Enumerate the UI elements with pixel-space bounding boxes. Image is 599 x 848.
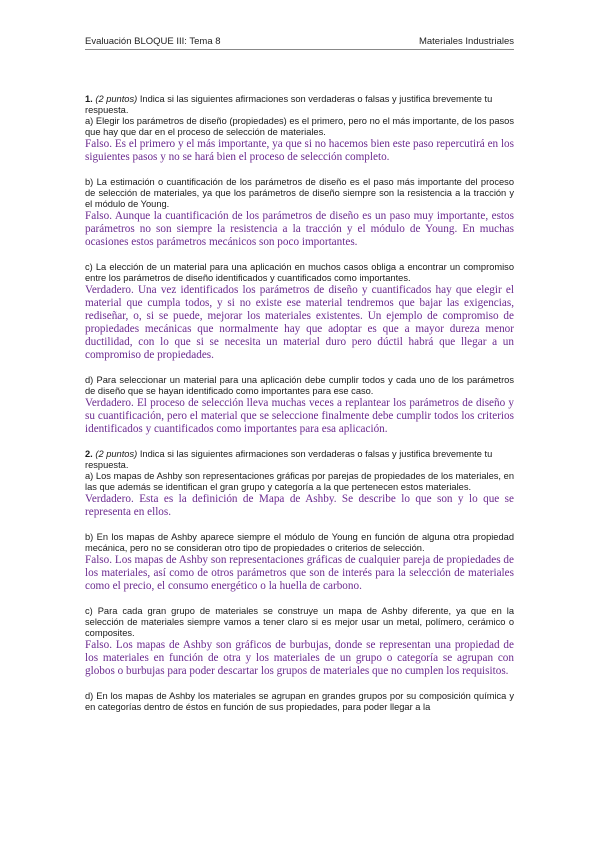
- question-1-instructions: Indica si las siguientes afirmaciones son verdaderas o falsas y justifica brevemente tu respuesta.: [85, 94, 493, 115]
- statement-text: a) Elegir los parámetros de diseño (propiedades) es el primero, pero no el más importante, de los pasos que hay que dar en el proceso de selección de materiales.: [85, 115, 514, 137]
- question-1-points: (2 puntos): [95, 94, 138, 104]
- question-2-item-c: [85, 606, 514, 678]
- statement-text: b) La estimación o cuantificación de los parámetros de diseño es el paso más importante del proceso de selección de materiales, ya que los parámetros de diseño siempre son la resistencia a la tracción y el módulo de Young.: [85, 176, 514, 209]
- answer-text: Falso. Es el primero y el más importante, ya que si no hacemos bien este paso repercutirá en los siguientes pasos y no se hará bien el proceso de selección completo.: [85, 137, 514, 163]
- page-header: [85, 36, 514, 47]
- header-divider: [85, 49, 514, 50]
- question-2-number: 2.: [85, 449, 93, 460]
- question-1-item-a: [85, 116, 514, 164]
- statement-text: d) Para seleccionar un material para una aplicación debe cumplir todos y cada uno de los parámetros de diseño que se hayan identificado como importantes para ese caso.: [85, 375, 514, 397]
- question-1: [85, 94, 514, 436]
- header-left: Evaluación BLOQUE III: Tema 8: [85, 36, 221, 47]
- answer-text: Verdadero. Esta es la definición de Mapa de Ashby. Se describe lo que son y lo que se representa en ellos.: [85, 492, 514, 518]
- question-1-item-c: [85, 262, 514, 362]
- question-2-instructions: Indica si las siguientes afirmaciones son verdaderas o falsas y justifica brevemente tu respuesta.: [85, 449, 493, 471]
- statement-text: c) Para cada gran grupo de materiales se construye un mapa de Ashby diferente, ya que en la selección de materiales siempre vamos a tener claro si es mejor usar un metal, polímero, cerámico o composites.: [85, 606, 514, 638]
- question-1-intro: [85, 94, 514, 116]
- question-2-points: (2 puntos): [95, 449, 138, 460]
- question-1-item-d: [85, 375, 514, 436]
- question-2-item-b: [85, 532, 514, 593]
- question-2: [85, 449, 514, 713]
- statement-text: a) Los mapas de Ashby son representaciones gráficas por parejas de propiedades de los materiales, en las que además se identifican el gran grupo y categoría a la que pertenecen estos materiales.: [85, 471, 514, 492]
- question-1-number: 1.: [85, 94, 93, 104]
- header-right: Materiales Industriales: [418, 36, 514, 47]
- statement-text: c) La elección de un material para una aplicación en muchos casos obliga a encontrar un compromiso entre los parámetros de diseño identificados y cuantificados como importantes.: [85, 261, 514, 283]
- answer-text: Falso. Los mapas de Ashby son representaciones gráficas de cualquier pareja de propiedades de los materiales, así como de otros parámetros que son de interés para la selección de materiales como el precio, el consumo energético o la huella de carbono.: [85, 553, 514, 593]
- answer-text: Falso. Los mapas de Ashby son gráficos de burbujas, donde se representan una propiedad de los materiales en función de otra y los materiales de un grupo o categoría se agrupan con globos o burbujas para poder descartar los grupos de materiales que no cumplen los requisitos.: [85, 638, 514, 678]
- question-1-item-b: [85, 177, 514, 249]
- answer-text: Verdadero. Una vez identificados los parámetros de diseño y cuantificados hay que elegir el material que cumpla todos, y si no existe ese material tendremos que bajar las exigencias, rediseñar, o, si se puede, mejorar los materiales existentes. Un ejemplo de compromiso de propiedades mecánicas que normalmente hay que adoptar es que a mayor dureza menor ductilidad, con lo que si se necesita un material duro pero dúctil habrá que llegar a un compromiso de propiedades.: [85, 283, 514, 362]
- question-2-item-d: [85, 691, 514, 713]
- statement-text: d) En los mapas de Ashby los materiales se agrupan en grandes grupos por su composición química y en categorías dentro de éstos en función de sus propiedades, para poder llegar a la: [85, 691, 514, 713]
- document-body: [85, 94, 514, 726]
- answer-text: Verdadero. El proceso de selección lleva muchas veces a replantear los parámetros de diseño y su cuantificación, pero el material que se seleccione finalmente debe cumplir todos los criterios identificados y cuantificados como importantes para esa aplicación.: [85, 397, 514, 436]
- statement-text: b) En los mapas de Ashby aparece siempre el módulo de Young en función de alguna otra propiedad mecánica, pero no se consideran otro tipo de propiedades o criterios de selección.: [85, 532, 514, 553]
- question-2-intro: [85, 449, 514, 471]
- question-2-item-a: [85, 471, 514, 519]
- answer-text: Falso. Aunque la cuantificación de los parámetros de diseño es un paso muy importante, estos parámetros no son siempre la resistencia a la tracción y el módulo de Young. En muchas ocasiones estos parámetros mecánicos son poco importantes.: [85, 209, 514, 248]
